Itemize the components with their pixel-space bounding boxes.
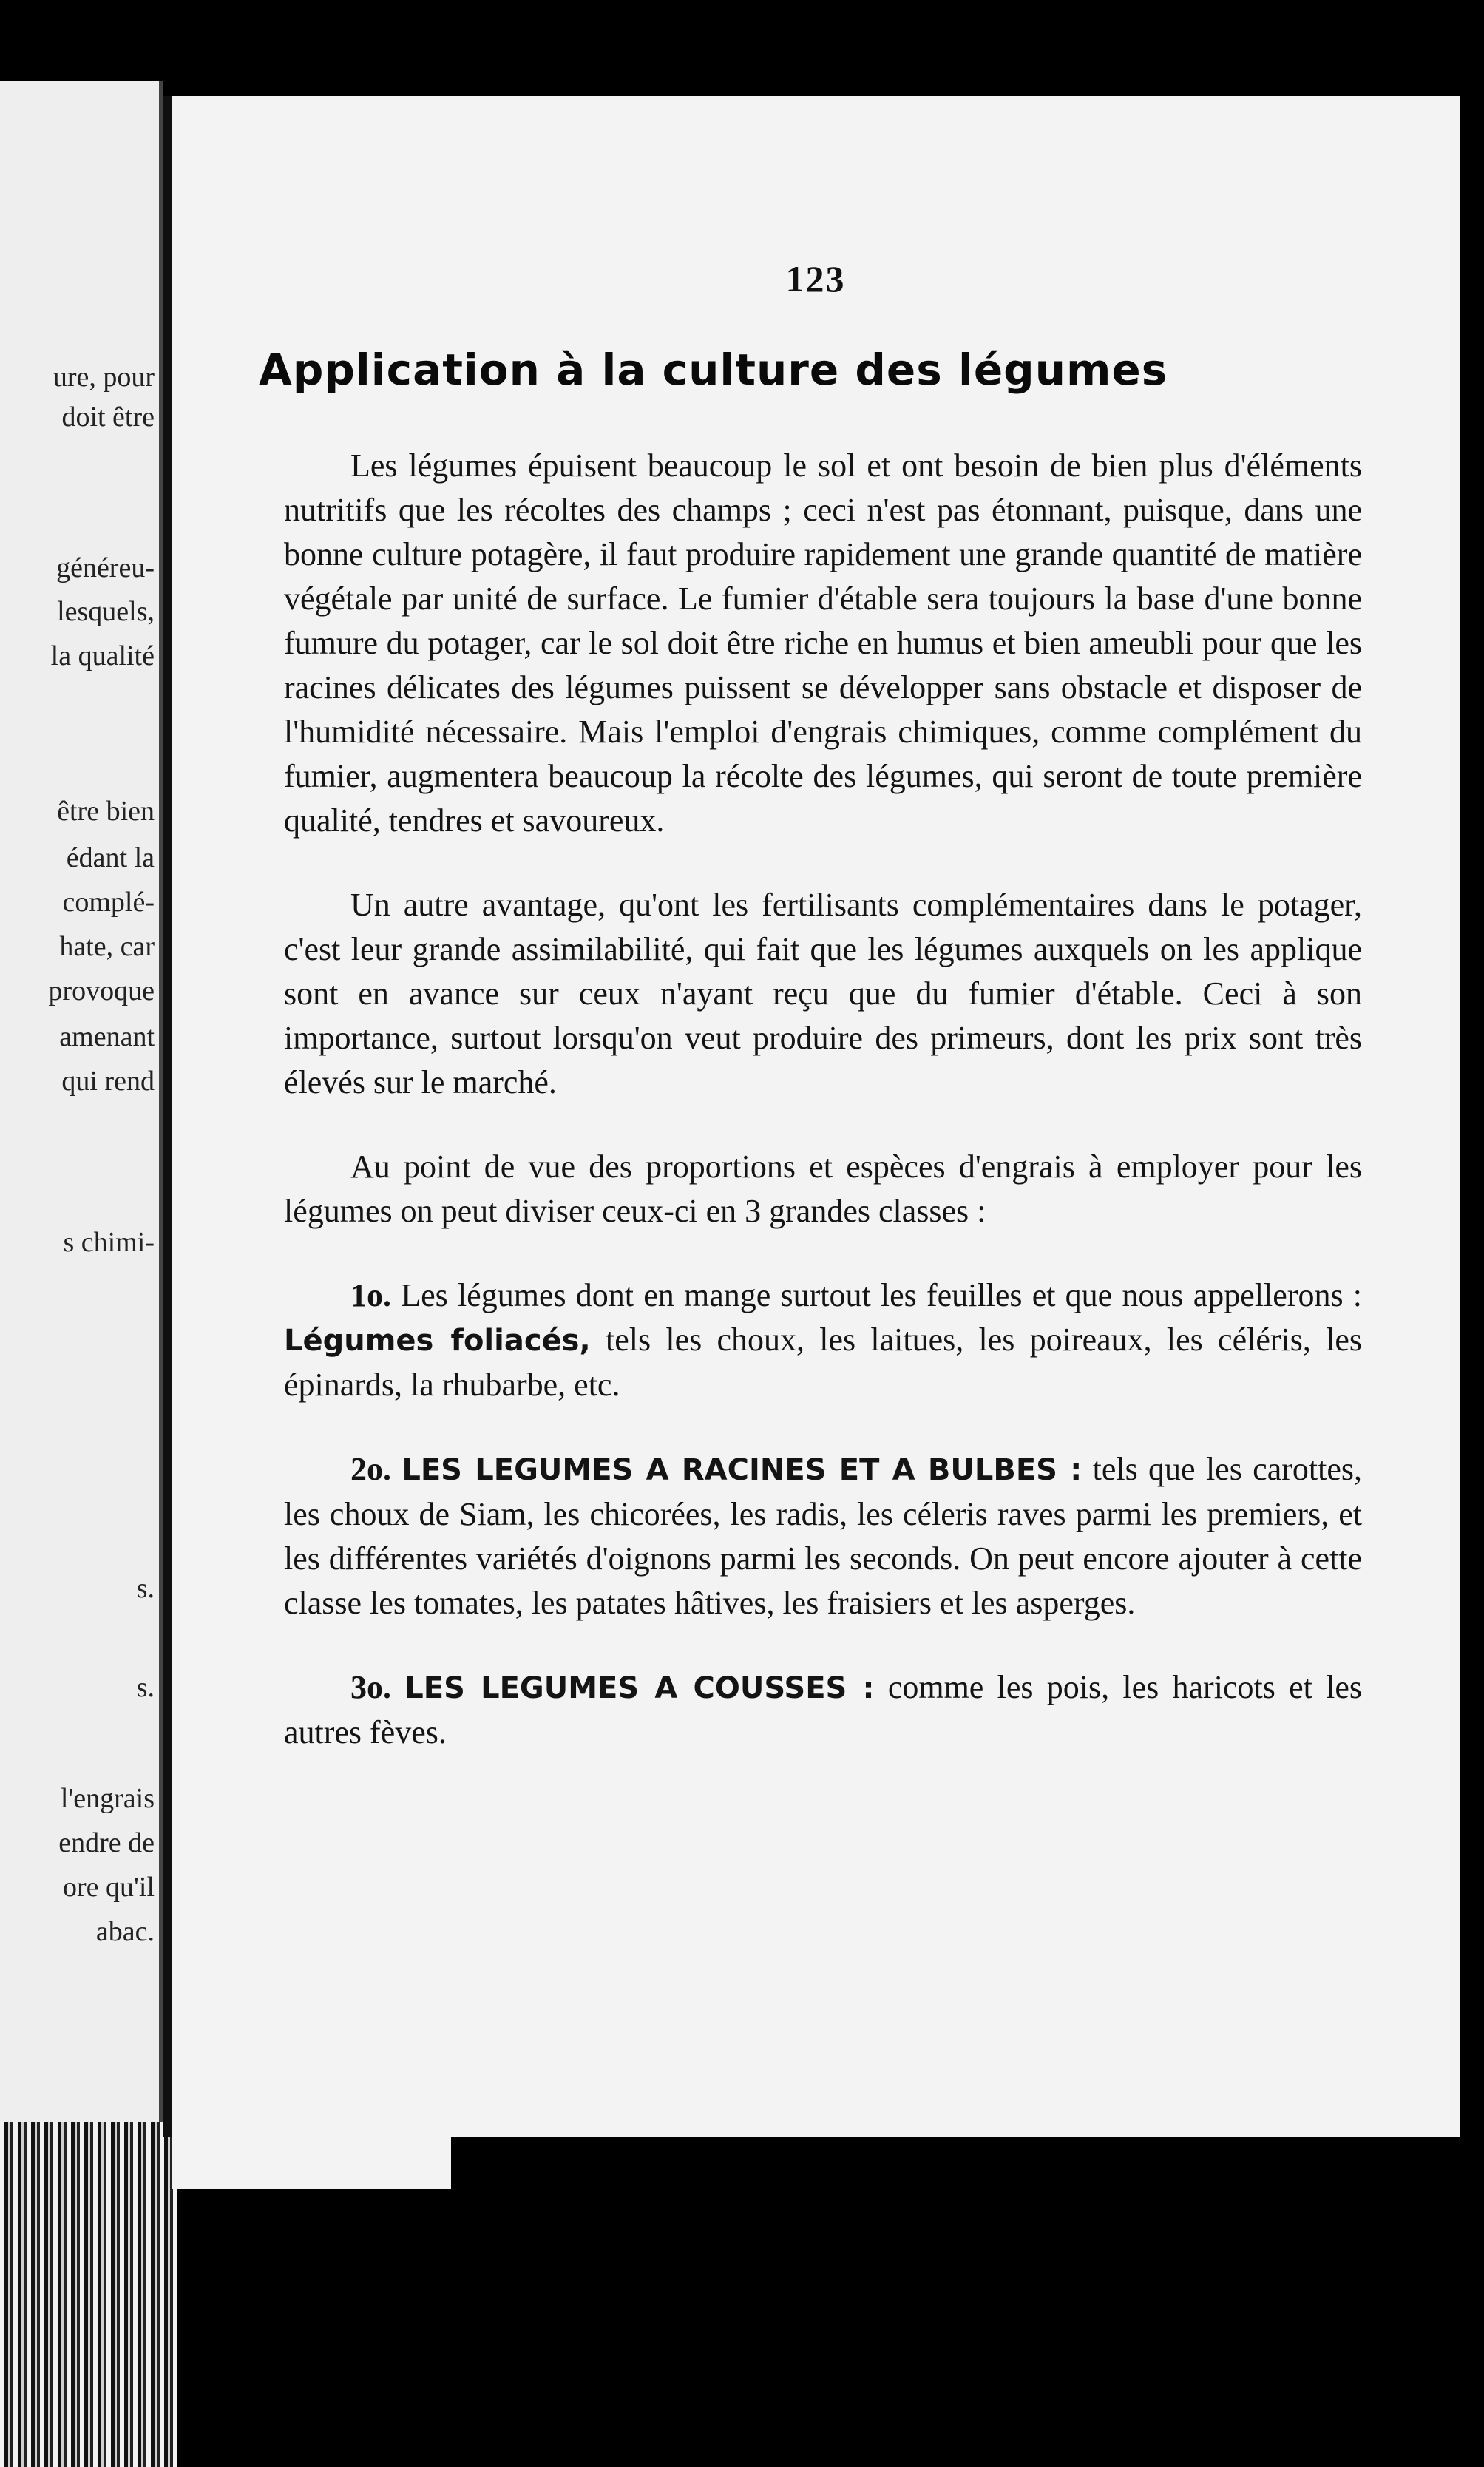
list-item-text: comme les pois, les haricots et les autres fèves. [284, 1669, 1362, 1750]
page-title: Application à la culture des légumes [259, 345, 1168, 395]
left-page-fragment: s chimi- [63, 1227, 155, 1258]
left-page-fragment: abac. [95, 1916, 155, 1947]
left-page-fragment: l'engrais [60, 1783, 155, 1814]
left-page-fragment: la qualité [50, 640, 155, 671]
paragraph: Un autre avantage, qu'ont les fertilisants complémentaires dans le potager, c'est leur grande assimilabilité, qui fait que les légumes auxquels on les applique sont en avance sur ceux n'ayant reçu que du fumier d'étable. Ceci à son importance, surtout lorsqu'on veut produire des primeurs, dont les prix sont très élevés sur le marché. [284, 887, 1362, 1100]
main-page [172, 96, 1460, 2189]
left-page-fragment: être bien [57, 796, 155, 827]
left-page-fragment: complé- [62, 887, 155, 918]
left-page-fragment: s. [136, 1573, 155, 1604]
page-edge-stack [0, 2122, 177, 2467]
list-item-label: Légumes foliacés, [284, 1324, 591, 1358]
left-page-fragment: ore qu'il [63, 1872, 155, 1903]
left-page-fragment: endre de [58, 1827, 155, 1858]
left-page-fragment: qui rend [61, 1066, 155, 1097]
list-item [284, 1665, 1362, 1755]
left-page-fragment: provoque [48, 975, 155, 1006]
list-item-label: LES LEGUMES A RACINES ET A BULBES : [402, 1453, 1082, 1487]
left-page-fragment: lesquels, [57, 596, 155, 627]
list-item-number: 3o. [350, 1669, 391, 1705]
left-page-fragment: généreu- [56, 552, 155, 583]
page-body [284, 444, 1362, 1795]
list-item-intro-text: Les légumes dont en mange surtout les feuilles et que nous appellerons : [401, 1277, 1363, 1313]
list-item-number: 1o. [350, 1277, 391, 1313]
left-page-fragment: ure, pour [52, 362, 155, 393]
left-page-fragment: doit être [61, 402, 155, 433]
paragraph: Les légumes épuisent beaucoup le sol et ont besoin de bien plus d'éléments nutritifs que les récoltes des champs ; ceci n'est pas étonnant, puisque, dans une bonne culture potagère, il faut produire rapidement une grande quantité de matière végétale par unité de surface. Le fumier d'étable sera toujours la base d'une bonne fumure du potager, car le sol doit être riche en humus et bien ameubli pour que les racines délicates des légumes puissent se développer sans obstacle et disposer de l'humidité nécessaire. Mais l'emploi d'engrais chimiques, comme complément du fumier, augmentera beaucoup la récolte des légumes, qui seront de toute première qualité, tendres et savoureux. [284, 447, 1362, 839]
list-item-text: tels que les carottes, les choux de Siam, les chicorées, les radis, les céleris raves parmi les premiers, et les différentes variétés d'oignons parmi les seconds. On peut encore ajouter à cette classe les tomates, les patates hâtives, les fraisiers et les asperges. [284, 1451, 1362, 1621]
left-page-fragment: édant la [66, 842, 155, 873]
left-facing-page [0, 81, 163, 2122]
list-item-number: 2o. [350, 1451, 391, 1487]
left-page-fragment: amenant [59, 1021, 155, 1052]
paragraph: Au point de vue des proportions et espèces d'engrais à employer pour les légumes on peut diviser ceux-ci en 3 grandes classes : [284, 1148, 1362, 1229]
list-item [284, 1273, 1362, 1407]
list-item [284, 1447, 1362, 1625]
left-page-fragment: hate, car [59, 931, 155, 962]
scan-background [451, 2137, 1484, 2467]
left-page-fragment: s. [136, 1672, 155, 1703]
list-item-text: tels les choux, les laitues, les poireaux, les céléris, les épinards, la rhubarbe, etc. [284, 1322, 1363, 1403]
list-item-label: LES LEGUMES A COUSSES : [404, 1671, 875, 1705]
page-number: 123 [785, 258, 846, 300]
